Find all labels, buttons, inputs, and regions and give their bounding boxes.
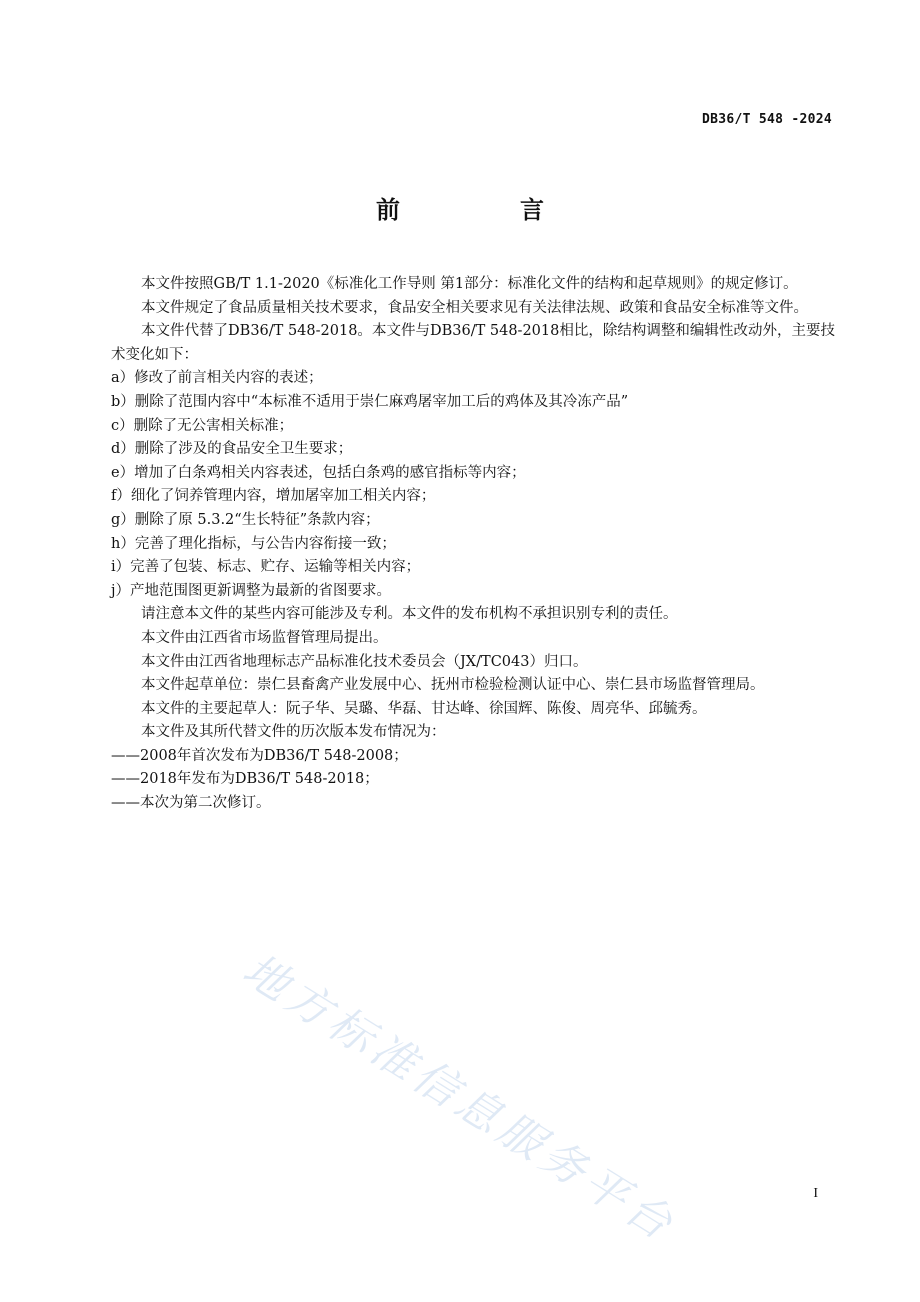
document-body xyxy=(111,273,835,816)
history-item: ——本次为第二次修订。 xyxy=(111,795,271,812)
watermark: 地方标准信息服务平台 xyxy=(234,944,686,1253)
change-item: i）完善了包装、标志、贮存、运输等相关内容； xyxy=(111,559,421,576)
change-item: a）修改了前言相关内容的表述； xyxy=(111,370,323,387)
info-paragraph: 本文件的主要起草人：阮子华、吴璐、华磊、甘达峰、徐国辉、陈俊、周亮华、邱毓秀。 xyxy=(141,700,707,717)
page-number: I xyxy=(813,1186,818,1201)
change-item: j）产地范围图更新调整为最新的省图要求。 xyxy=(111,582,391,599)
info-paragraph: 本文件及其所代替文件的历次版本发布情况为： xyxy=(141,724,446,741)
history-item: ——2018年发布为DB36/T 548-2018； xyxy=(111,771,379,788)
change-item: c）删除了无公害相关标准； xyxy=(111,417,294,434)
info-paragraph: 本文件起草单位：崇仁县畜禽产业发展中心、抚州市检验检测认证中心、崇仁县市场监督管理局。 xyxy=(141,677,765,694)
change-item: f）细化了饲养管理内容，增加屠宰加工相关内容； xyxy=(111,488,436,505)
change-item: d）删除了涉及的食品安全卫生要求； xyxy=(111,441,353,458)
change-item: h）完善了理化指标，与公告内容衔接一致； xyxy=(111,535,396,552)
intro-paragraph: 本文件规定了食品质量相关技术要求，食品安全相关要求见有关法律法规、政策和食品安全标准等文件。 xyxy=(141,299,808,316)
change-item: b）删除了范围内容中“本标准不适用于崇仁麻鸡屠宰加工后的鸡体及其冷冻产品” xyxy=(111,393,629,410)
intro-paragraph: 本文件代替了DB36/T 548-2018。本文件与DB36/T 548-2018相比，除结构调整和编辑性改动外，主要技术变化如下： xyxy=(111,323,835,363)
change-item: e）增加了白条鸡相关内容表述，包括白条鸡的感官指标等内容； xyxy=(111,464,526,481)
info-paragraph: 请注意本文件的某些内容可能涉及专利。本文件的发布机构不承担识别专利的责任。 xyxy=(141,606,678,623)
change-item: g）删除了原 5.3.2“生长特征”条款内容； xyxy=(111,511,380,528)
intro-paragraph: 本文件按照GB/T 1.1-2020《标准化工作导则 第1部分：标准化文件的结构和起草规则》的规定修订。 xyxy=(141,276,798,292)
document-code: DB36/T 548 -2024 xyxy=(701,112,832,127)
history-item: ——2008年首次发布为DB36/T 548-2008； xyxy=(111,747,408,764)
info-paragraph: 本文件由江西省市场监督管理局提出。 xyxy=(141,629,388,646)
info-paragraph: 本文件由江西省地理标志产品标准化技术委员会（JX/TC043）归口。 xyxy=(141,653,588,670)
page-title: 前 言 xyxy=(376,196,592,224)
